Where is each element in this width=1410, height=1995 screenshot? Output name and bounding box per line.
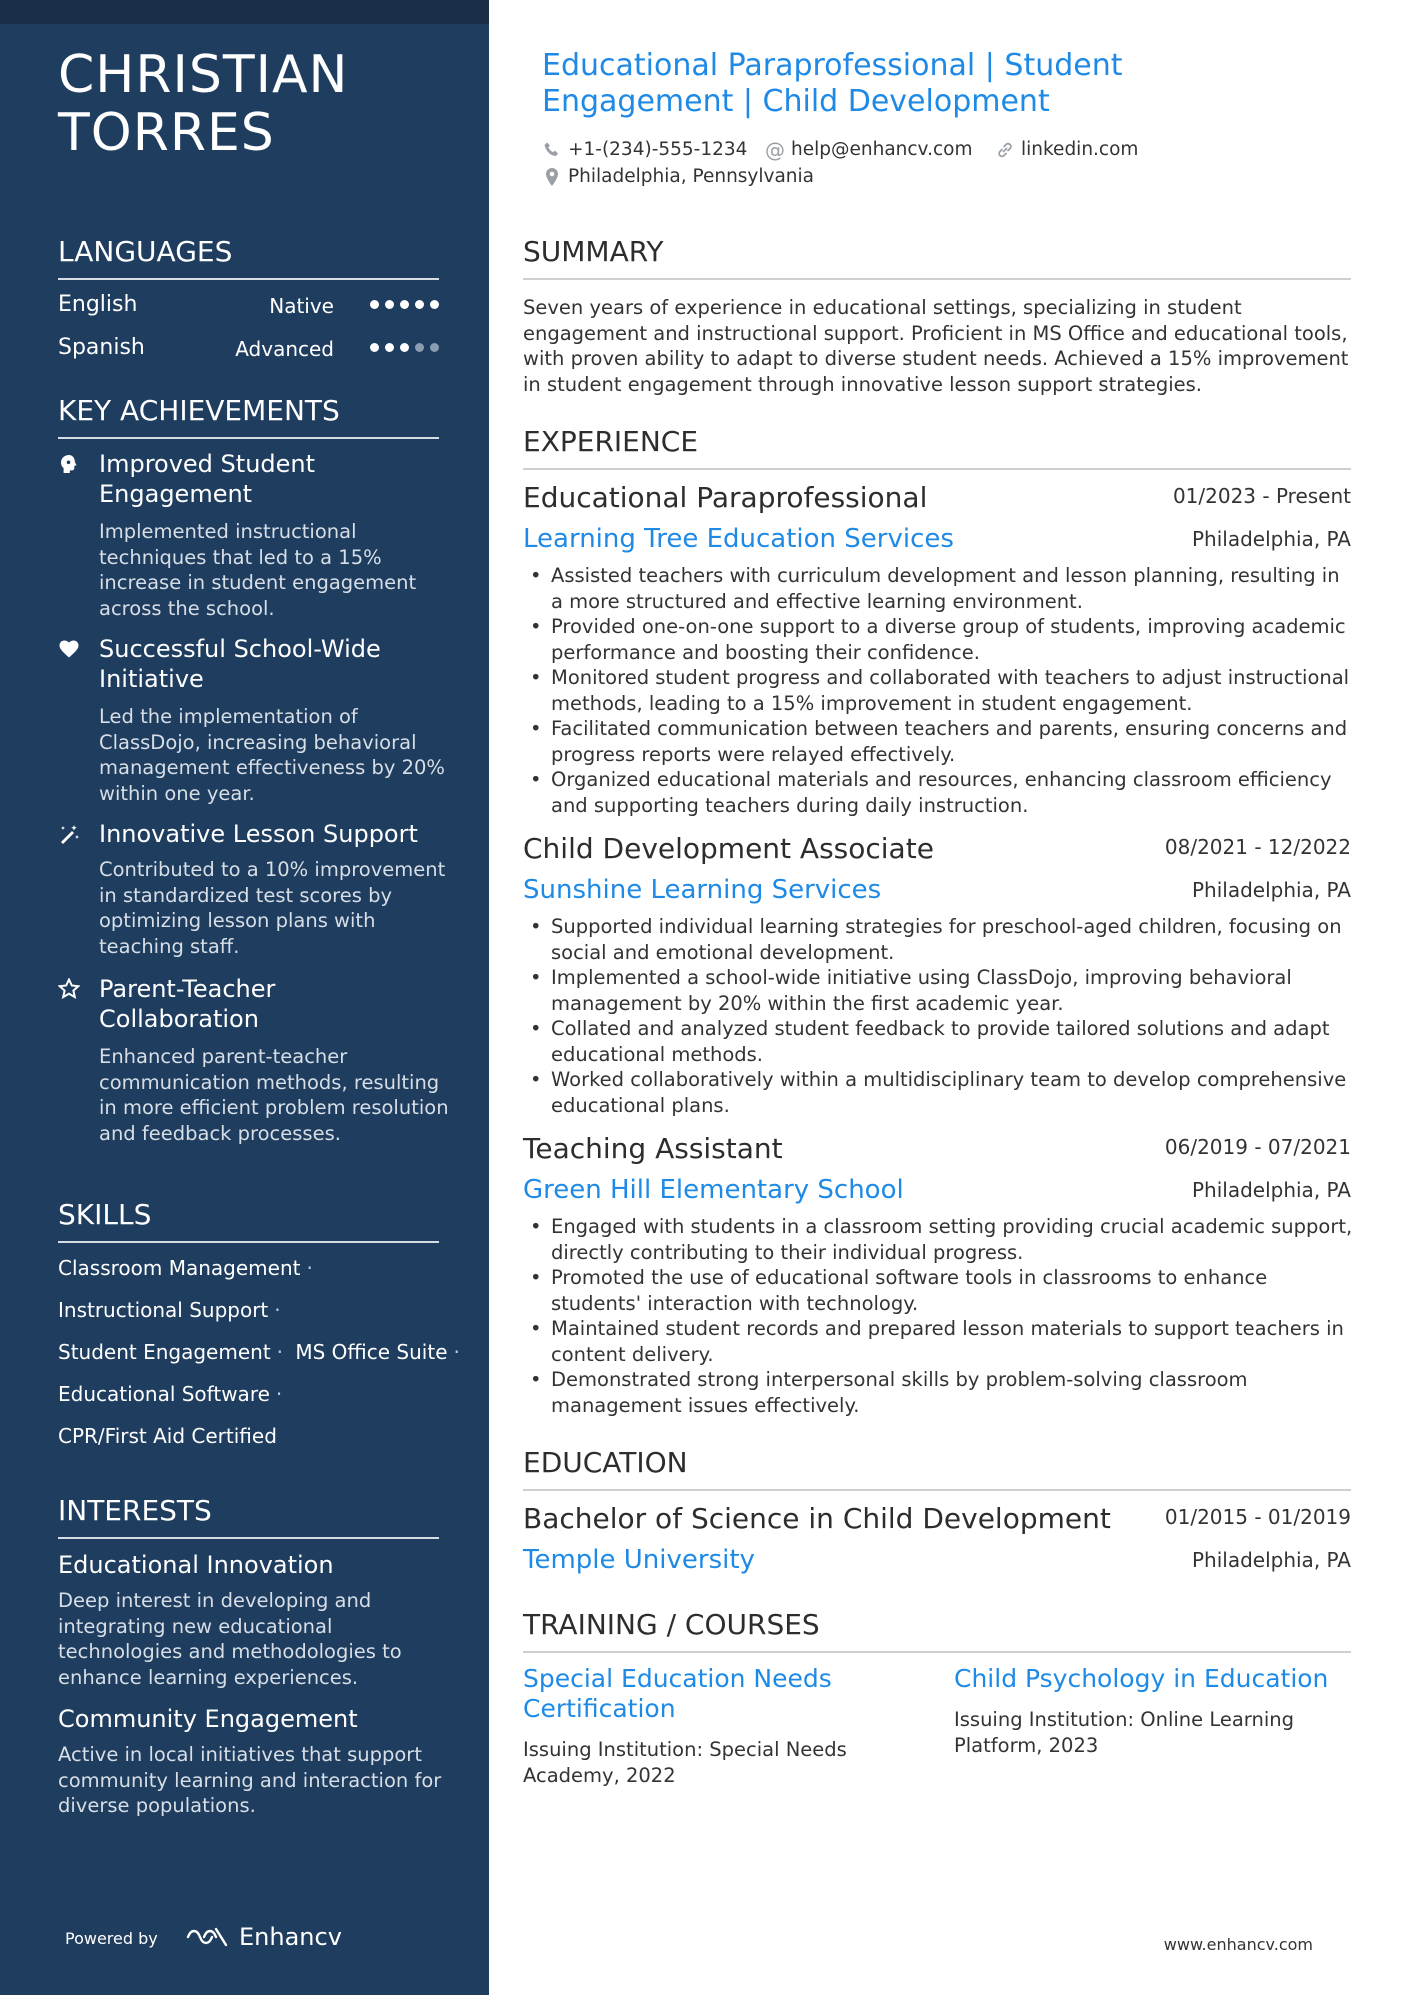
school-name: Temple University <box>523 1545 755 1575</box>
rating-dot <box>400 343 409 352</box>
job-dates: 08/2021 - 12/2022 <box>1164 835 1351 859</box>
job-location: Philadelphia, PA <box>1191 527 1351 551</box>
rating-dot <box>370 300 379 309</box>
achievement-title: Parent-Teacher Collaboration <box>99 975 276 1033</box>
skill-item: Student Engagement <box>58 1340 271 1364</box>
rating-dot <box>415 300 424 309</box>
skill-separator: · <box>275 1382 283 1406</box>
phone-text: +1-(234)-555-1234 <box>568 139 748 160</box>
summary-text: Seven years of experience in educational settings, specializing in student engagement and instructional support. Proficient in MS Office and educational tools, with proven ability to adapt to diverse student needs. Achieved a 15% improvement in student engagement through innovative lesson support strategies. <box>523 296 1349 396</box>
phone-icon <box>542 140 562 160</box>
interests-heading: INTERESTS <box>58 1493 439 1539</box>
rating-dot <box>370 343 379 352</box>
heart-icon <box>58 638 80 660</box>
job-bullets <box>523 563 1353 818</box>
bullet-item: • Monitored student progress and collaborated with teachers to adjust instructional methods, leading to a 15% improvement in student engagement. <box>523 665 1353 716</box>
course-title: Special Education Needs Certification <box>523 1664 832 1723</box>
bullet-item: • Promoted the use of educational software tools in classrooms to enhance students' interaction with technology. <box>523 1265 1353 1316</box>
email-text: help@enhancv.com <box>791 139 973 160</box>
brand-name: Enhancv <box>239 1923 342 1951</box>
brand-logo[interactable] <box>185 1922 342 1952</box>
contact-linkedin[interactable] <box>995 138 1138 162</box>
bullet-item: • Engaged with students in a classroom setting providing crucial academic support, directly contributing to their individual progress. <box>523 1214 1353 1265</box>
bullet-item: • Facilitated communication between teachers and parents, ensuring concerns and progress reports were relayed effectively. <box>523 716 1353 767</box>
degree-title: Bachelor of Science in Child Development <box>523 1502 1111 1535</box>
language-row <box>58 335 439 369</box>
rating-dot <box>385 343 394 352</box>
job-location: Philadelphia, PA <box>1191 878 1351 902</box>
interest-title: Educational Innovation <box>58 1551 334 1579</box>
school-location: Philadelphia, PA <box>1191 1548 1351 1572</box>
contact-location <box>542 165 814 189</box>
bullet-item: • Supported individual learning strategies for preschool-aged children, focusing on social and emotional development. <box>523 914 1353 965</box>
bullet-item: • Maintained student records and prepared lesson materials to support teachers in content delivery. <box>523 1316 1353 1367</box>
job-location: Philadelphia, PA <box>1191 1178 1351 1202</box>
rating-dot <box>430 300 439 309</box>
rating-dot <box>400 300 409 309</box>
skill-item: Educational Software <box>58 1382 270 1406</box>
language-level: Native <box>269 294 334 318</box>
bullet-item: • Collated and analyzed student feedback to provide tailored solutions and adapt educational methods. <box>523 1016 1353 1067</box>
education-dates: 01/2015 - 01/2019 <box>1164 1505 1351 1529</box>
bullet-item: • Organized educational materials and resources, enhancing classroom efficiency and supporting teachers during daily instruction. <box>523 767 1353 818</box>
summary-heading: SUMMARY <box>523 234 1351 280</box>
magic-wand-icon <box>58 823 80 845</box>
skills-heading: SKILLS <box>58 1197 439 1243</box>
skill-item: Instructional Support <box>58 1298 269 1322</box>
skill-item: MS Office Suite <box>295 1340 448 1364</box>
linkedin-text: linkedin.com <box>1021 139 1139 160</box>
skill-separator: · <box>276 1340 284 1364</box>
skill-separator: · <box>453 1340 460 1364</box>
course-title: Child Psychology in Education <box>954 1664 1329 1693</box>
bullet-item: • Assisted teachers with curriculum development and lesson planning, resulting in a more structured and effective learning environment. <box>523 563 1353 614</box>
last-name: TORRES <box>58 103 275 163</box>
achievement-desc: Led the implementation of ClassDojo, increasing behavioral management effectiveness by 20% within one year. <box>99 705 445 805</box>
job-bullets <box>523 914 1353 1118</box>
language-row <box>58 292 439 326</box>
skill-line <box>58 1423 277 1449</box>
first-name: CHRISTIAN <box>58 45 349 105</box>
candidate-name <box>58 46 348 162</box>
job-dates: 01/2023 - Present <box>1172 484 1351 508</box>
rating-dot <box>430 343 439 352</box>
location-pin-icon <box>542 167 562 187</box>
interest-title: Community Engagement <box>58 1705 358 1733</box>
location-text: Philadelphia, Pennsylvania <box>568 166 815 187</box>
sidebar-top-band <box>0 0 489 24</box>
interest-desc: Active in local initiatives that support community learning and interaction for diverse populations. <box>58 1743 442 1817</box>
training-heading: TRAINING / COURSES <box>523 1607 1351 1653</box>
skill-separator: · <box>274 1298 281 1322</box>
job-bullets <box>523 1214 1353 1418</box>
skill-item: Classroom Management <box>58 1256 301 1280</box>
achievement-desc: Enhanced parent-teacher communication methods, resulting in more efficient problem resolution and feedback processes. <box>99 1045 449 1145</box>
sidebar <box>0 0 489 1995</box>
language-level: Advanced <box>235 337 334 361</box>
achievement-desc: Implemented instructional techniques that led to a 15% increase in student engagement across the school. <box>99 520 417 620</box>
headline-title: Educational Paraprofessional | Student Engagement | Child Development <box>542 48 1123 119</box>
job-title: Child Development Associate <box>523 832 934 865</box>
language-rating <box>370 300 439 309</box>
powered-by-label: Powered by <box>65 1929 158 1948</box>
at-icon: @ <box>765 138 785 162</box>
course-desc: Issuing Institution: Special Needs Academy, 2022 <box>523 1738 847 1787</box>
bullet-item: • Implemented a school-wide initiative using ClassDojo, improving behavioral management by 20% within the first academic year. <box>523 965 1353 1016</box>
website-link[interactable]: www.enhancv.com <box>1163 1935 1313 1954</box>
job-dates: 06/2019 - 07/2021 <box>1164 1135 1351 1159</box>
brain-icon <box>58 453 80 475</box>
languages-heading: LANGUAGES <box>58 234 439 280</box>
education-heading: EDUCATION <box>523 1445 1351 1491</box>
skill-line <box>58 1297 281 1323</box>
star-icon <box>58 978 80 1000</box>
skill-line <box>58 1339 460 1365</box>
course-desc: Issuing Institution: Online Learning Platform, 2023 <box>954 1708 1294 1757</box>
job-title: Educational Paraprofessional <box>523 481 928 514</box>
achievement-title: Innovative Lesson Support <box>99 820 418 848</box>
achievements-heading: KEY ACHIEVEMENTS <box>58 393 439 439</box>
skill-line <box>58 1255 313 1281</box>
bullet-item: • Demonstrated strong interpersonal skills by problem-solving classroom management issues effectively. <box>523 1367 1353 1418</box>
language-rating <box>370 343 439 352</box>
rating-dot <box>415 343 424 352</box>
achievement-title: Successful School-Wide Initiative <box>99 635 381 693</box>
language-name: Spanish <box>58 335 145 360</box>
bullet-item: • Worked collaboratively within a multidisciplinary team to develop comprehensive educational plans. <box>523 1067 1353 1118</box>
job-title: Teaching Assistant <box>523 1132 783 1165</box>
achievement-title: Improved Student Engagement <box>99 450 316 508</box>
brand-logo-icon <box>185 1925 231 1949</box>
experience-heading: EXPERIENCE <box>523 424 1351 470</box>
company-name: Learning Tree Education Services <box>523 524 954 554</box>
skill-line <box>58 1381 282 1407</box>
contact-email[interactable] <box>765 138 972 162</box>
achievement-desc: Contributed to a 10% improvement in standardized test scores by optimizing lesson plans with teaching staff. <box>99 858 446 958</box>
interest-desc: Deep interest in developing and integrating new educational technologies and methodologies to enhance learning experiences. <box>58 1589 402 1689</box>
bullet-item: • Provided one-on-one support to a diverse group of students, improving academic performance and boosting their confidence. <box>523 614 1353 665</box>
contact-phone[interactable] <box>542 138 747 162</box>
link-icon <box>995 140 1015 160</box>
company-name: Green Hill Elementary School <box>523 1175 904 1205</box>
language-name: English <box>58 292 138 317</box>
skill-item: CPR/First Aid Certified <box>58 1424 277 1448</box>
rating-dot <box>385 300 394 309</box>
skill-separator: · <box>306 1256 313 1280</box>
company-name: Sunshine Learning Services <box>523 875 882 905</box>
